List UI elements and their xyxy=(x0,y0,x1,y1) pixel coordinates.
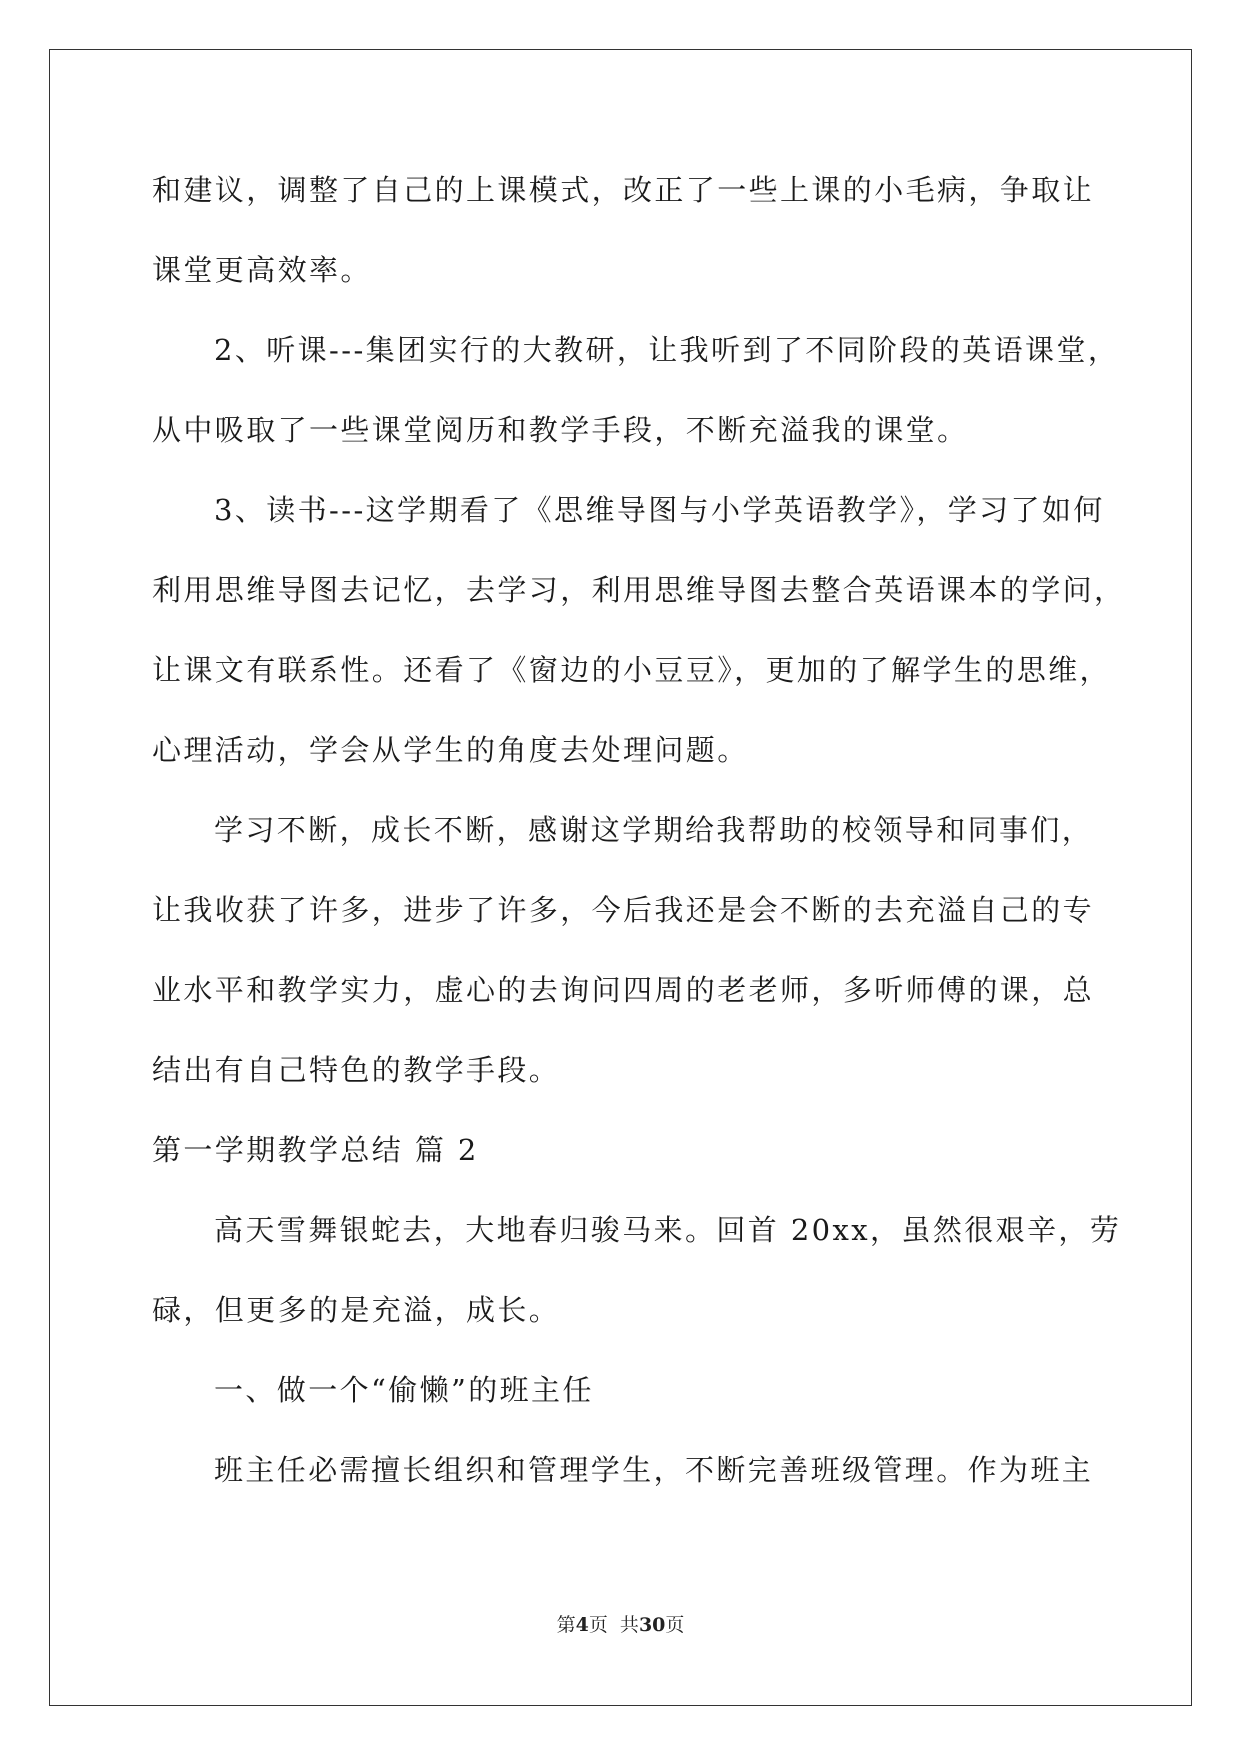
paragraph-line: 3、读书---这学期看了《思维导图与小学英语教学》，学习了如何 xyxy=(214,493,1105,527)
paragraph-line: 2、听课---集团实行的大教研，让我听到了不同阶段的英语课堂， xyxy=(214,333,1120,367)
paragraph-line: 利用思维导图去记忆，去学习，利用思维导图去整合英语课本的学问， xyxy=(152,573,1126,607)
paragraph-line: 业水平和教学实力，虚心的去询问四周的老老师，多听师傅的课，总 xyxy=(152,973,1095,1007)
paragraph-line: 碌，但更多的是充溢，成长。 xyxy=(152,1293,561,1327)
total-page-number: 30 xyxy=(638,1614,666,1636)
paragraph-line: 让我收获了许多，进步了许多，今后我还是会不断的去充溢自己的专 xyxy=(152,893,1095,927)
paragraph-line: 高天雪舞银蛇去，大地春归骏马来。回首 20xx，虽然很艰辛，劳 xyxy=(214,1213,1122,1247)
paragraph-line: 学习不断，成长不断，感谢这学期给我帮助的校领导和同事们， xyxy=(214,813,1094,847)
footer-mid: 页 共 xyxy=(588,1614,639,1636)
paragraph-line: 结出有自己特色的教学手段。 xyxy=(152,1053,561,1087)
current-page-number: 4 xyxy=(575,1614,589,1636)
page-footer xyxy=(0,1613,1241,1637)
paragraph-line: 课堂更高效率。 xyxy=(152,253,372,287)
footer-suffix: 页 xyxy=(665,1614,685,1636)
paragraph-line: 心理活动，学会从学生的角度去处理问题。 xyxy=(152,733,749,767)
footer-prefix: 第 xyxy=(556,1614,576,1636)
paragraph-line: 从中吸取了一些课堂阅历和教学手段，不断充溢我的课堂。 xyxy=(152,413,969,447)
section-heading: 第一学期教学总结 篇 2 xyxy=(152,1133,479,1167)
paragraph-line: 班主任必需擅长组织和管理学生，不断完善班级管理。作为班主 xyxy=(214,1453,1094,1487)
subheading: 一、做一个“偷懒”的班主任 xyxy=(214,1373,594,1407)
paragraph-line: 和建议，调整了自己的上课模式，改正了一些上课的小毛病，争取让 xyxy=(152,173,1095,207)
paragraph-line: 让课文有联系性。还看了《窗边的小豆豆》，更加的了解学生的思维， xyxy=(152,653,1111,687)
